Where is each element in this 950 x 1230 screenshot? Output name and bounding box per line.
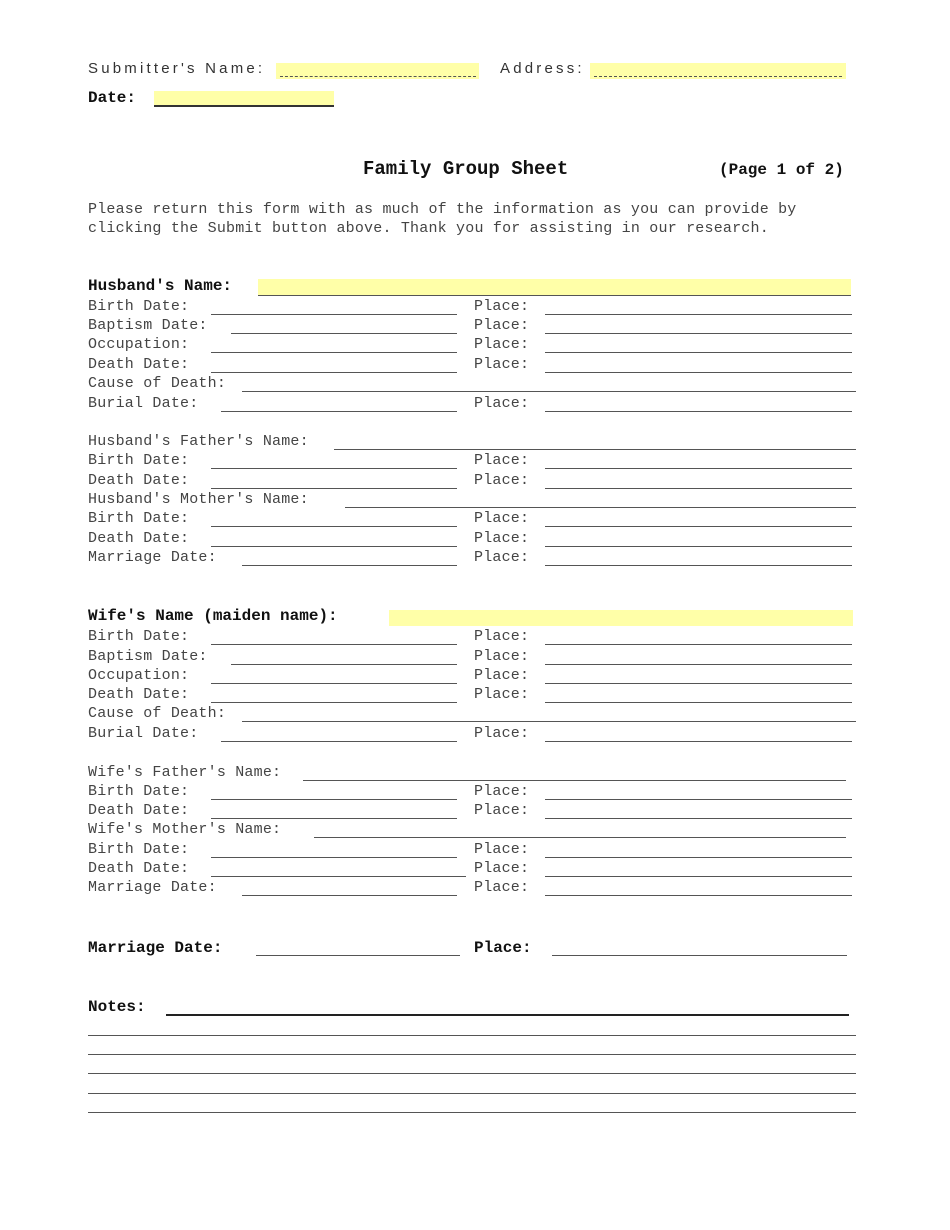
- wife-mother-birth-place-label: Place:: [474, 841, 530, 858]
- wife-occupation-place-field[interactable]: [545, 683, 852, 684]
- marriage-date-label: Marriage Date:: [88, 939, 223, 957]
- wife-baptism-place-label: Place:: [474, 648, 530, 665]
- wife-parents-marriage-date-label: Marriage Date:: [88, 879, 217, 896]
- submitter-name-rule: [280, 76, 476, 77]
- husband-baptism-place-label: Place:: [474, 317, 530, 334]
- wife-father-birth-place-label: Place:: [474, 783, 530, 800]
- wife-burial-date-field[interactable]: [221, 741, 457, 742]
- wife-burial-place-label: Place:: [474, 725, 530, 742]
- husbands-father-label: Husband's Father's Name:: [88, 433, 309, 450]
- husband-birth-place-label: Place:: [474, 298, 530, 315]
- husbands-name-rule: [258, 295, 851, 296]
- wifes-father-field[interactable]: [303, 780, 846, 781]
- husband-death-date-label: Death Date:: [88, 356, 190, 373]
- husband-father-birth-date-label: Birth Date:: [88, 452, 190, 469]
- husband-parents-marriage-place-label: Place:: [474, 549, 530, 566]
- husband-father-birth-place-label: Place:: [474, 452, 530, 469]
- wife-birth-date-field[interactable]: [211, 644, 457, 645]
- page-indicator: (Page 1 of 2): [719, 161, 844, 179]
- husband-father-death-place-field[interactable]: [545, 488, 852, 489]
- husband-mother-birth-place-label: Place:: [474, 510, 530, 527]
- wife-burial-date-label: Burial Date:: [88, 725, 199, 742]
- husband-baptism-place-field[interactable]: [545, 333, 852, 334]
- husband-burial-date-label: Burial Date:: [88, 395, 199, 412]
- husband-cause-of-death-field[interactable]: [242, 391, 856, 392]
- wife-mother-birth-place-field[interactable]: [545, 857, 852, 858]
- wife-burial-place-field[interactable]: [545, 741, 852, 742]
- wife-death-date-label: Death Date:: [88, 686, 190, 703]
- address-label: Address:: [500, 60, 585, 77]
- husband-mother-birth-place-field[interactable]: [545, 526, 852, 527]
- wife-birth-date-label: Birth Date:: [88, 628, 190, 645]
- wifes-name-label: Wife's Name (maiden name):: [88, 607, 338, 625]
- wifes-mother-field[interactable]: [314, 837, 846, 838]
- wife-father-death-place-field[interactable]: [545, 818, 852, 819]
- husbands-name-field[interactable]: [258, 279, 851, 295]
- wife-father-death-place-label: Place:: [474, 802, 530, 819]
- date-rule: [154, 105, 334, 107]
- husband-death-date-field[interactable]: [211, 372, 457, 373]
- wife-mother-death-date-label: Death Date:: [88, 860, 190, 877]
- husband-mother-birth-date-label: Birth Date:: [88, 510, 190, 527]
- submitter-name-label: Submitter's Name:: [88, 60, 266, 77]
- husband-cause-of-death-label: Cause of Death:: [88, 375, 227, 392]
- wife-occupation-place-label: Place:: [474, 667, 530, 684]
- wife-mother-birth-date-field[interactable]: [211, 857, 457, 858]
- wife-father-birth-date-field[interactable]: [211, 799, 457, 800]
- husband-baptism-date-field[interactable]: [231, 333, 457, 334]
- wife-parents-marriage-place-field[interactable]: [545, 895, 852, 896]
- wife-mother-death-place-label: Place:: [474, 860, 530, 877]
- wife-mother-death-place-field[interactable]: [545, 876, 852, 877]
- intro-text-line-1: Please return this form with as much of the information as you can provide by: [88, 201, 797, 218]
- wife-birth-place-label: Place:: [474, 628, 530, 645]
- wife-cause-of-death-label: Cause of Death:: [88, 705, 227, 722]
- wife-father-death-date-label: Death Date:: [88, 802, 190, 819]
- husbands-mother-label: Husband's Mother's Name:: [88, 491, 309, 508]
- husband-parents-marriage-date-label: Marriage Date:: [88, 549, 217, 566]
- wife-birth-place-field[interactable]: [545, 644, 852, 645]
- husband-father-birth-date-field[interactable]: [211, 468, 457, 469]
- wife-parents-marriage-place-label: Place:: [474, 879, 530, 896]
- husband-father-death-date-field[interactable]: [211, 488, 457, 489]
- wife-father-death-date-field[interactable]: [211, 818, 457, 819]
- wife-father-birth-place-field[interactable]: [545, 799, 852, 800]
- wife-mother-death-date-field[interactable]: [211, 876, 466, 877]
- wife-death-place-label: Place:: [474, 686, 530, 703]
- husband-father-birth-place-field[interactable]: [545, 468, 852, 469]
- notes-line[interactable]: [88, 1073, 856, 1074]
- notes-label: Notes:: [88, 998, 146, 1016]
- wife-baptism-date-label: Baptism Date:: [88, 648, 208, 665]
- notes-field[interactable]: [166, 1014, 849, 1016]
- husband-mother-death-place-label: Place:: [474, 530, 530, 547]
- notes-line[interactable]: [88, 1093, 856, 1094]
- husband-occupation-place-field[interactable]: [545, 352, 852, 353]
- husband-mother-death-date-field[interactable]: [211, 546, 457, 547]
- husbands-mother-field[interactable]: [345, 507, 856, 508]
- husband-mother-birth-date-field[interactable]: [211, 526, 457, 527]
- notes-line[interactable]: [88, 1112, 856, 1113]
- wifes-father-label: Wife's Father's Name:: [88, 764, 282, 781]
- husbands-father-field[interactable]: [334, 449, 856, 450]
- page-title: Family Group Sheet: [363, 158, 569, 180]
- husband-parents-marriage-date-field[interactable]: [242, 565, 457, 566]
- husband-birth-date-field[interactable]: [211, 314, 457, 315]
- wife-parents-marriage-date-field[interactable]: [242, 895, 457, 896]
- wife-occupation-field[interactable]: [211, 683, 457, 684]
- address-rule: [594, 76, 842, 77]
- date-label: Date:: [88, 89, 137, 107]
- husband-occupation-place-label: Place:: [474, 336, 530, 353]
- intro-text-line-2: clicking the Submit button above. Thank you for assisting in our research.: [88, 220, 769, 237]
- husband-birth-place-field[interactable]: [545, 314, 852, 315]
- marriage-place-label: Place:: [474, 939, 532, 957]
- husband-parents-marriage-place-field[interactable]: [545, 565, 852, 566]
- husband-baptism-date-label: Baptism Date:: [88, 317, 208, 334]
- marriage-place-field[interactable]: [552, 955, 847, 956]
- wife-death-date-field[interactable]: [211, 702, 457, 703]
- wife-mother-birth-date-label: Birth Date:: [88, 841, 190, 858]
- husband-occupation-label: Occupation:: [88, 336, 190, 353]
- husband-father-death-place-label: Place:: [474, 472, 530, 489]
- husband-mother-death-date-label: Death Date:: [88, 530, 190, 547]
- husband-burial-place-label: Place:: [474, 395, 530, 412]
- wifes-name-field[interactable]: [389, 610, 853, 626]
- husband-death-place-label: Place:: [474, 356, 530, 373]
- marriage-date-field[interactable]: [256, 955, 460, 956]
- husband-burial-date-field[interactable]: [221, 411, 457, 412]
- wife-baptism-date-field[interactable]: [231, 664, 457, 665]
- wife-death-place-field[interactable]: [545, 702, 852, 703]
- notes-line[interactable]: [88, 1035, 856, 1036]
- wife-baptism-place-field[interactable]: [545, 664, 852, 665]
- wife-occupation-label: Occupation:: [88, 667, 190, 684]
- husband-death-place-field[interactable]: [545, 372, 852, 373]
- husband-occupation-field[interactable]: [211, 352, 457, 353]
- wifes-mother-label: Wife's Mother's Name:: [88, 821, 282, 838]
- husbands-name-label: Husband's Name:: [88, 277, 233, 295]
- husband-burial-place-field[interactable]: [545, 411, 852, 412]
- husband-father-death-date-label: Death Date:: [88, 472, 190, 489]
- wife-cause-of-death-field[interactable]: [242, 721, 856, 722]
- wife-father-birth-date-label: Birth Date:: [88, 783, 190, 800]
- husband-birth-date-label: Birth Date:: [88, 298, 190, 315]
- notes-line[interactable]: [88, 1054, 856, 1055]
- husband-mother-death-place-field[interactable]: [545, 546, 852, 547]
